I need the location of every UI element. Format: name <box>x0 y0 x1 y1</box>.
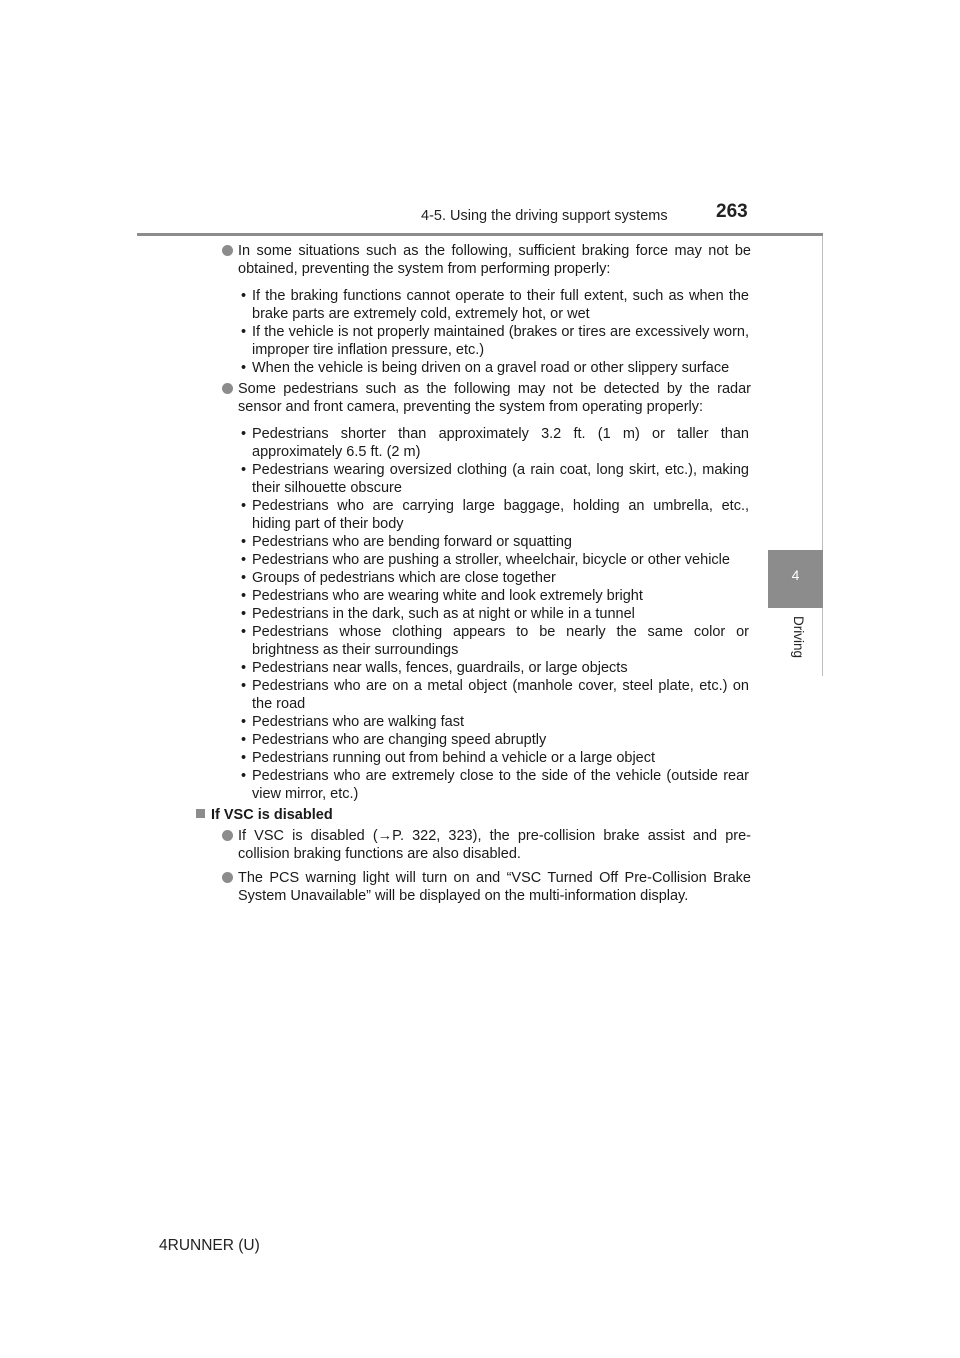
bullet-mark-icon: • <box>241 552 247 568</box>
bullet-mark-icon: • <box>241 588 247 604</box>
bullet-mark-icon: • <box>241 462 247 478</box>
list-item-text: When the vehicle is being driven on a gravel road or other slippery surface <box>252 360 730 376</box>
bullet-paragraph <box>221 380 751 416</box>
bullet-paragraph <box>221 869 751 905</box>
bullet-mark-icon: • <box>241 750 247 766</box>
list-item-text: Pedestrians who are changing speed abruptly <box>252 732 547 748</box>
list-item <box>221 731 751 749</box>
list-item <box>221 287 751 323</box>
list-item-text: Pedestrians running out from behind a vehicle or a large object <box>252 750 656 766</box>
bullet-mark-icon: • <box>241 534 247 550</box>
bullet-dot-icon <box>222 830 233 841</box>
list-item-text: Pedestrians shorter than approximately 3.2 ft. (1 m) or taller than approximately 6.5 ft. (2 m) <box>252 426 749 460</box>
bullet-mark-icon: • <box>241 768 247 784</box>
list-item-text: Pedestrians whose clothing appears to be nearly the same color or brightness as their surroundings <box>252 624 749 658</box>
chapter-number: 4 <box>791 567 800 583</box>
list-item <box>221 497 751 533</box>
bullet-mark-icon: • <box>241 360 247 376</box>
list-item <box>221 551 751 569</box>
list-item-text: Pedestrians who are carrying large baggage, holding an umbrella, etc., hiding part of their body <box>252 498 749 532</box>
bullet-mark-icon: • <box>241 660 247 676</box>
list-item <box>221 587 751 605</box>
paragraph-text: Some pedestrians such as the following may not be detected by the radar sensor and front camera, preventing the system from operating properly: <box>238 381 751 415</box>
list-item <box>221 323 751 359</box>
list-item-text: Pedestrians who are on a metal object (manhole cover, steel plate, etc.) on the road <box>252 678 749 712</box>
bullet-mark-icon: • <box>241 732 247 748</box>
list-item-text: Pedestrians who are bending forward or squatting <box>252 534 572 550</box>
bullet-mark-icon: • <box>241 288 247 304</box>
list-item-text: If the vehicle is not properly maintained (brakes or tires are excessively worn, improper tire inflation pressure, etc.) <box>252 324 749 358</box>
section-title: 4-5. Using the driving support systems <box>421 208 668 224</box>
sub-list <box>221 287 751 377</box>
bullet-mark-icon: • <box>241 426 247 442</box>
list-item-text: Pedestrians near walls, fences, guardrails, or large objects <box>252 660 628 676</box>
chapter-label: Driving <box>791 616 806 659</box>
list-item <box>221 677 751 713</box>
list-item <box>221 749 751 767</box>
bullet-mark-icon: • <box>241 570 247 586</box>
list-item <box>221 767 751 803</box>
bullet-dot-icon <box>222 245 233 256</box>
footer-model: 4RUNNER (U) <box>159 1237 260 1254</box>
list-item <box>221 713 751 731</box>
bullet-mark-icon: • <box>241 624 247 640</box>
bullet-dot-icon <box>222 383 233 394</box>
list-item-text: Groups of pedestrians which are close together <box>252 570 556 586</box>
subsection-heading <box>196 806 751 824</box>
paragraph-text: The PCS warning light will turn on and “VSC Turned Off Pre-Collision Brake System Unavailable” will be displayed on the multi-information display. <box>238 870 751 904</box>
list-item-text: Pedestrians who are pushing a stroller, wheelchair, bicycle or other vehicle <box>252 552 730 568</box>
list-item-text: Pedestrians who are walking fast <box>252 714 464 730</box>
chapter-tab[interactable] <box>768 550 823 608</box>
list-item-text: Pedestrians in the dark, such as at night or while in a tunnel <box>252 606 635 622</box>
list-item <box>221 659 751 677</box>
list-item <box>221 623 751 659</box>
list-item-text: If the braking functions cannot operate to their full extent, such as when the brake parts are extremely cold, extremely hot, or wet <box>252 288 749 322</box>
list-item <box>221 461 751 497</box>
sub-list <box>221 425 751 803</box>
list-item <box>221 425 751 461</box>
list-item-text: Pedestrians who are extremely close to the side of the vehicle (outside rear view mirror, etc.) <box>252 768 749 802</box>
list-item-text: Pedestrians who are wearing white and look extremely bright <box>252 588 643 604</box>
list-item <box>221 605 751 623</box>
list-item-text: Pedestrians wearing oversized clothing (a rain coat, long skirt, etc.), making their silhouette obscure <box>252 462 749 496</box>
bullet-mark-icon: • <box>241 606 247 622</box>
bullet-mark-icon: • <box>241 714 247 730</box>
bullet-paragraph <box>221 242 751 278</box>
bullet-mark-icon: • <box>241 324 247 340</box>
subsection-heading-text: If VSC is disabled <box>211 807 333 823</box>
bullet-paragraph <box>221 827 751 863</box>
list-item <box>221 569 751 587</box>
bullet-mark-icon: • <box>241 498 247 514</box>
bullet-mark-icon: • <box>241 678 247 694</box>
paragraph-text: In some situations such as the following, sufficient braking force may not be obtained, preventing the system from performing properly: <box>238 243 751 277</box>
list-item <box>221 533 751 551</box>
list-item <box>221 359 751 377</box>
page-number: 263 <box>716 201 748 222</box>
side-divider <box>822 236 823 676</box>
header-divider <box>137 233 823 236</box>
paragraph-text: If VSC is disabled (→P. 322, 323), the pre-collision brake assist and pre-collision braking functions are also disabled. <box>238 828 751 862</box>
page-content <box>211 242 751 905</box>
square-bullet-icon <box>196 809 205 818</box>
bullet-dot-icon <box>222 872 233 883</box>
